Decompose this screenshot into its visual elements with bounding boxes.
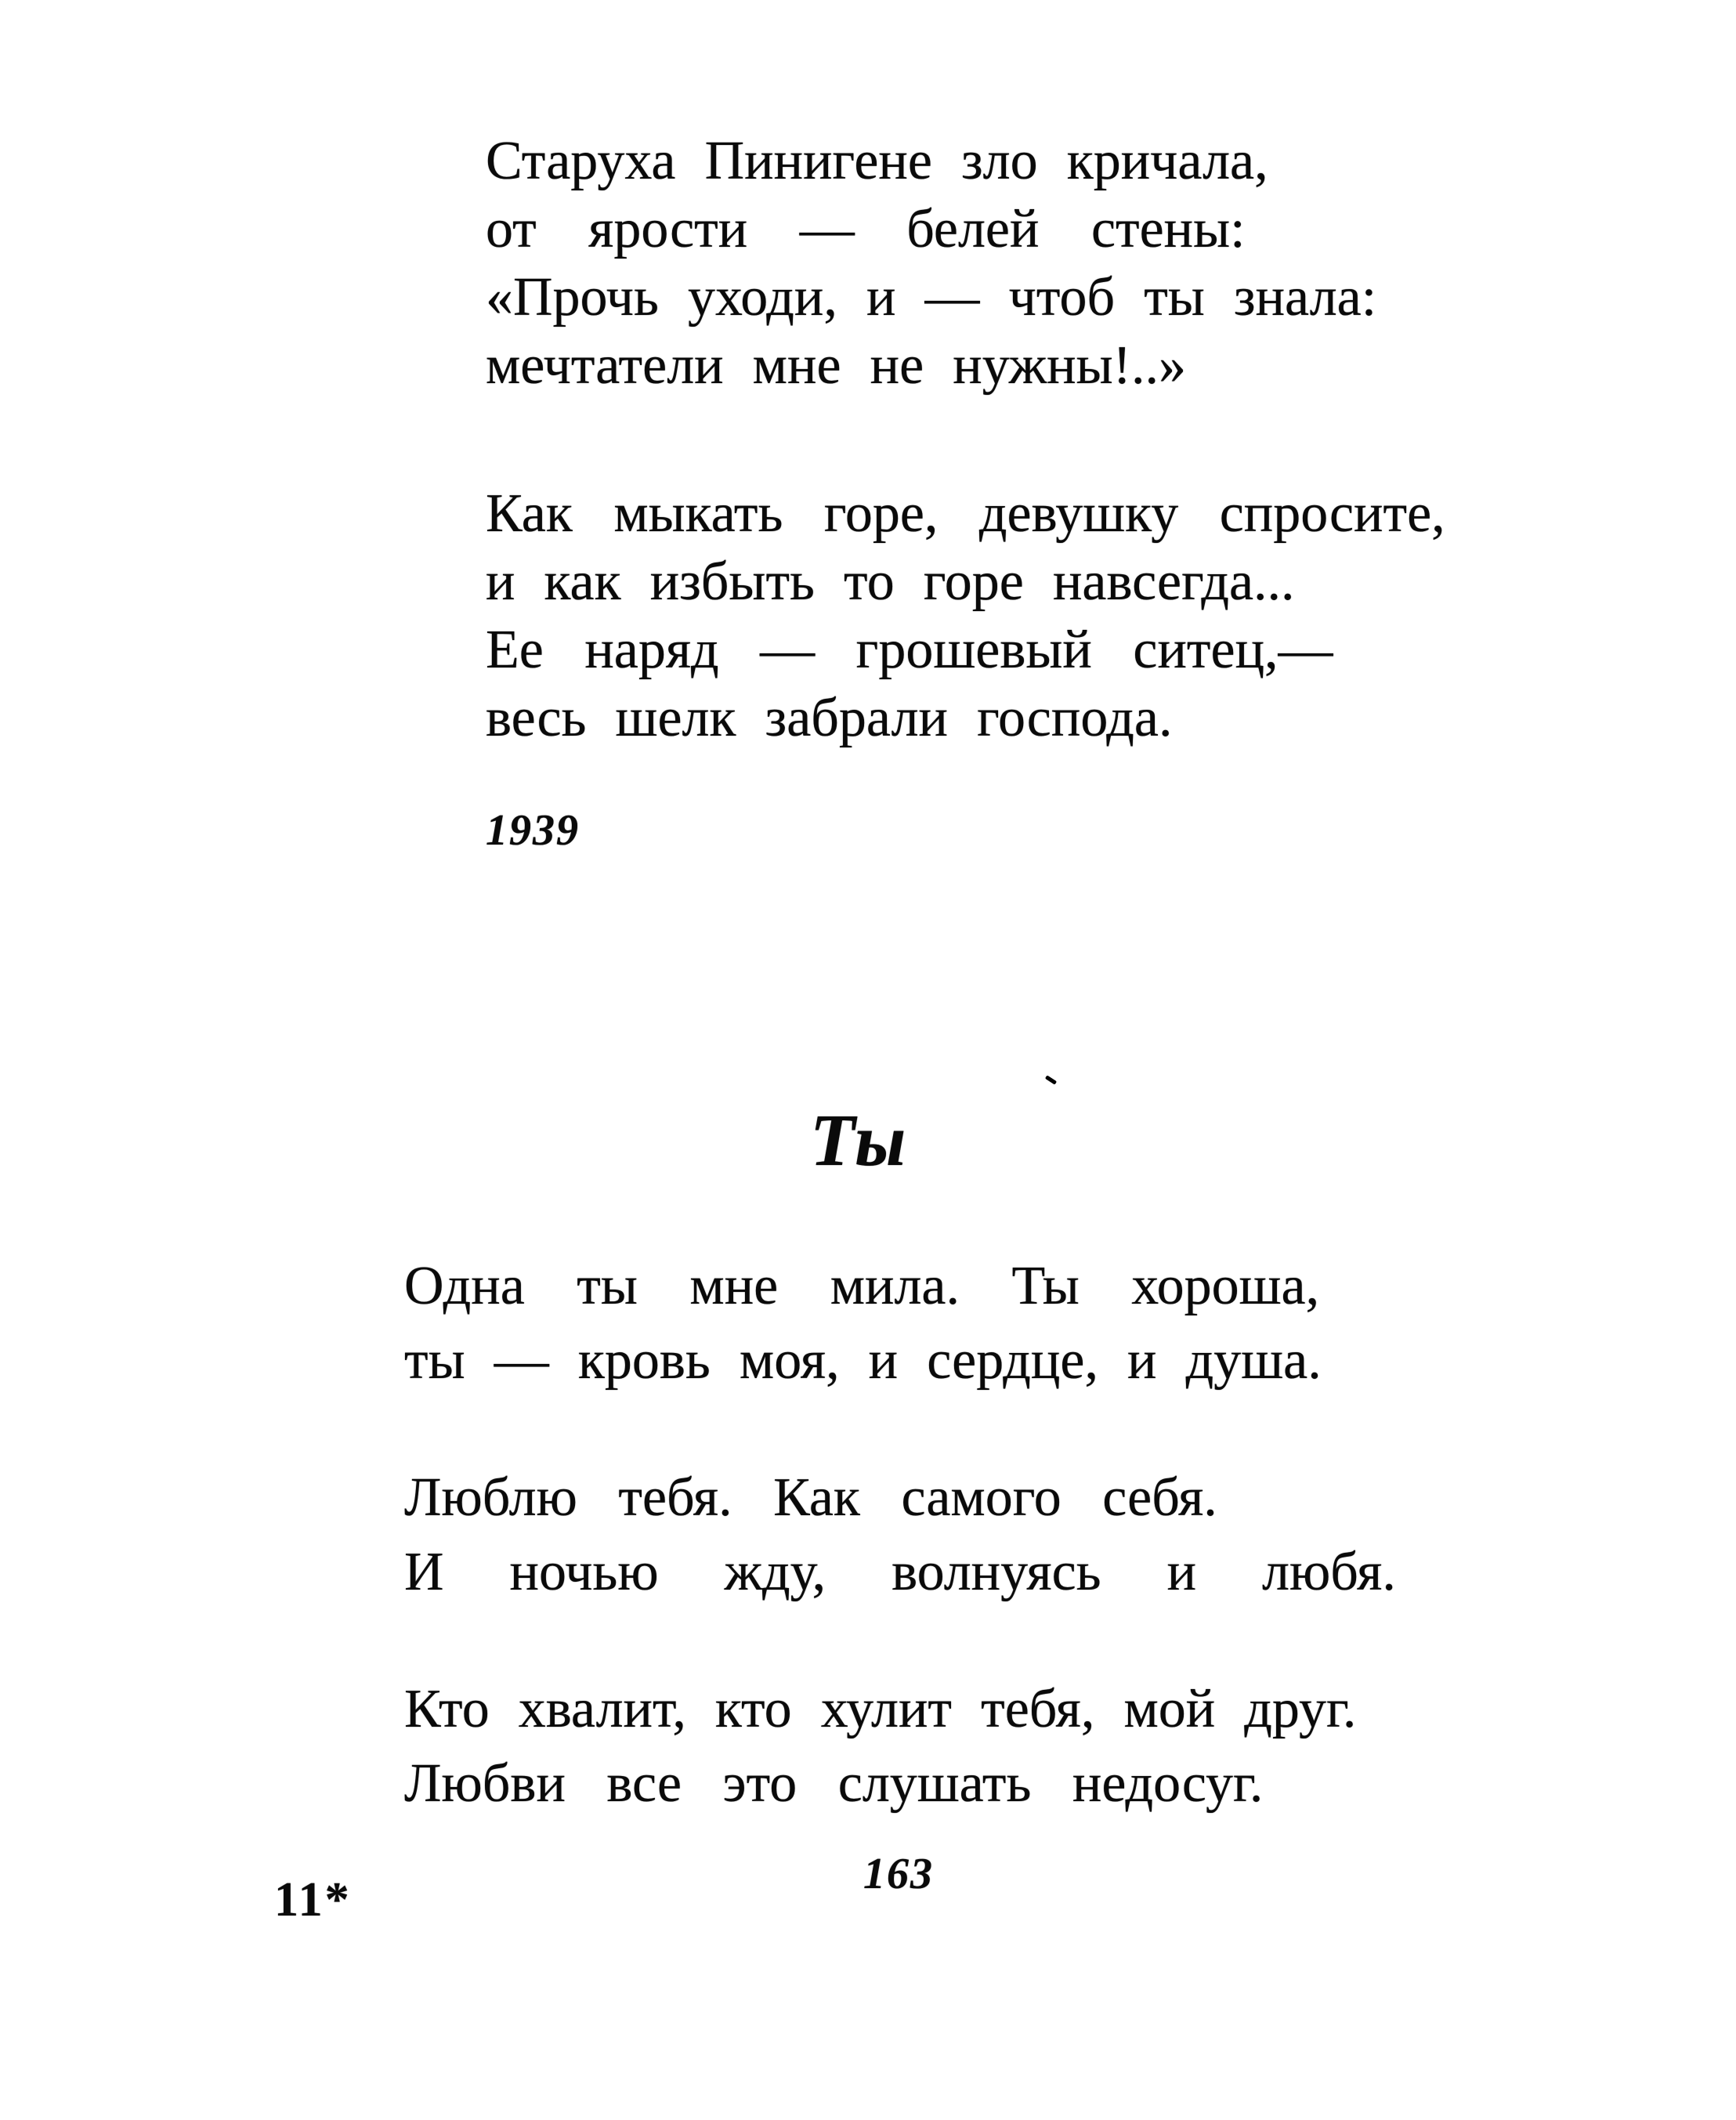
- poem-line: Одна ты мне мила. Ты хороша,: [404, 1256, 1320, 1316]
- previous-poem-stanza-1: [486, 127, 1376, 400]
- poem-line: от ярости — белей стены:: [486, 199, 1246, 259]
- poem-line: Любви все это слушать недосуг.: [404, 1753, 1264, 1814]
- poem-line: ты — кровь моя, и сердце, и душа.: [404, 1330, 1322, 1391]
- poem-line: И ночью жду, волнуясь и любя.: [404, 1542, 1396, 1602]
- poem-line: «Прочь уходи, и — чтоб ты знала:: [486, 267, 1377, 327]
- previous-poem-stanza-2: [486, 479, 1445, 752]
- ty-poem-stanza-3: [404, 1672, 1356, 1821]
- poem-line: и как избыть то горе навсегда...: [486, 552, 1295, 612]
- poem-line: Старуха Пинигене зло кричала,: [486, 131, 1268, 191]
- signature-mark: 11*: [274, 1873, 352, 1926]
- poem-line: Люблю тебя. Как самого себя.: [404, 1467, 1217, 1528]
- ty-poem-stanza-1: [404, 1249, 1322, 1398]
- poem-line: Ее наряд — грошевый ситец,—: [486, 620, 1333, 680]
- poem-title: Ты: [810, 1100, 909, 1181]
- poem-line: Как мыкать горе, девушку спросите,: [486, 483, 1445, 544]
- ink-speck: [1045, 1075, 1057, 1084]
- poem-date: 1939: [486, 806, 580, 855]
- poem-line: мечтатели мне не нужны!..»: [486, 335, 1186, 396]
- poem-line: Кто хвалит, кто хулит тебя, мой друг.: [404, 1679, 1357, 1739]
- page-number: 163: [863, 1850, 934, 1898]
- ty-poem-stanza-2: [404, 1460, 1396, 1609]
- poem-line: весь шелк забрали господа.: [486, 688, 1173, 748]
